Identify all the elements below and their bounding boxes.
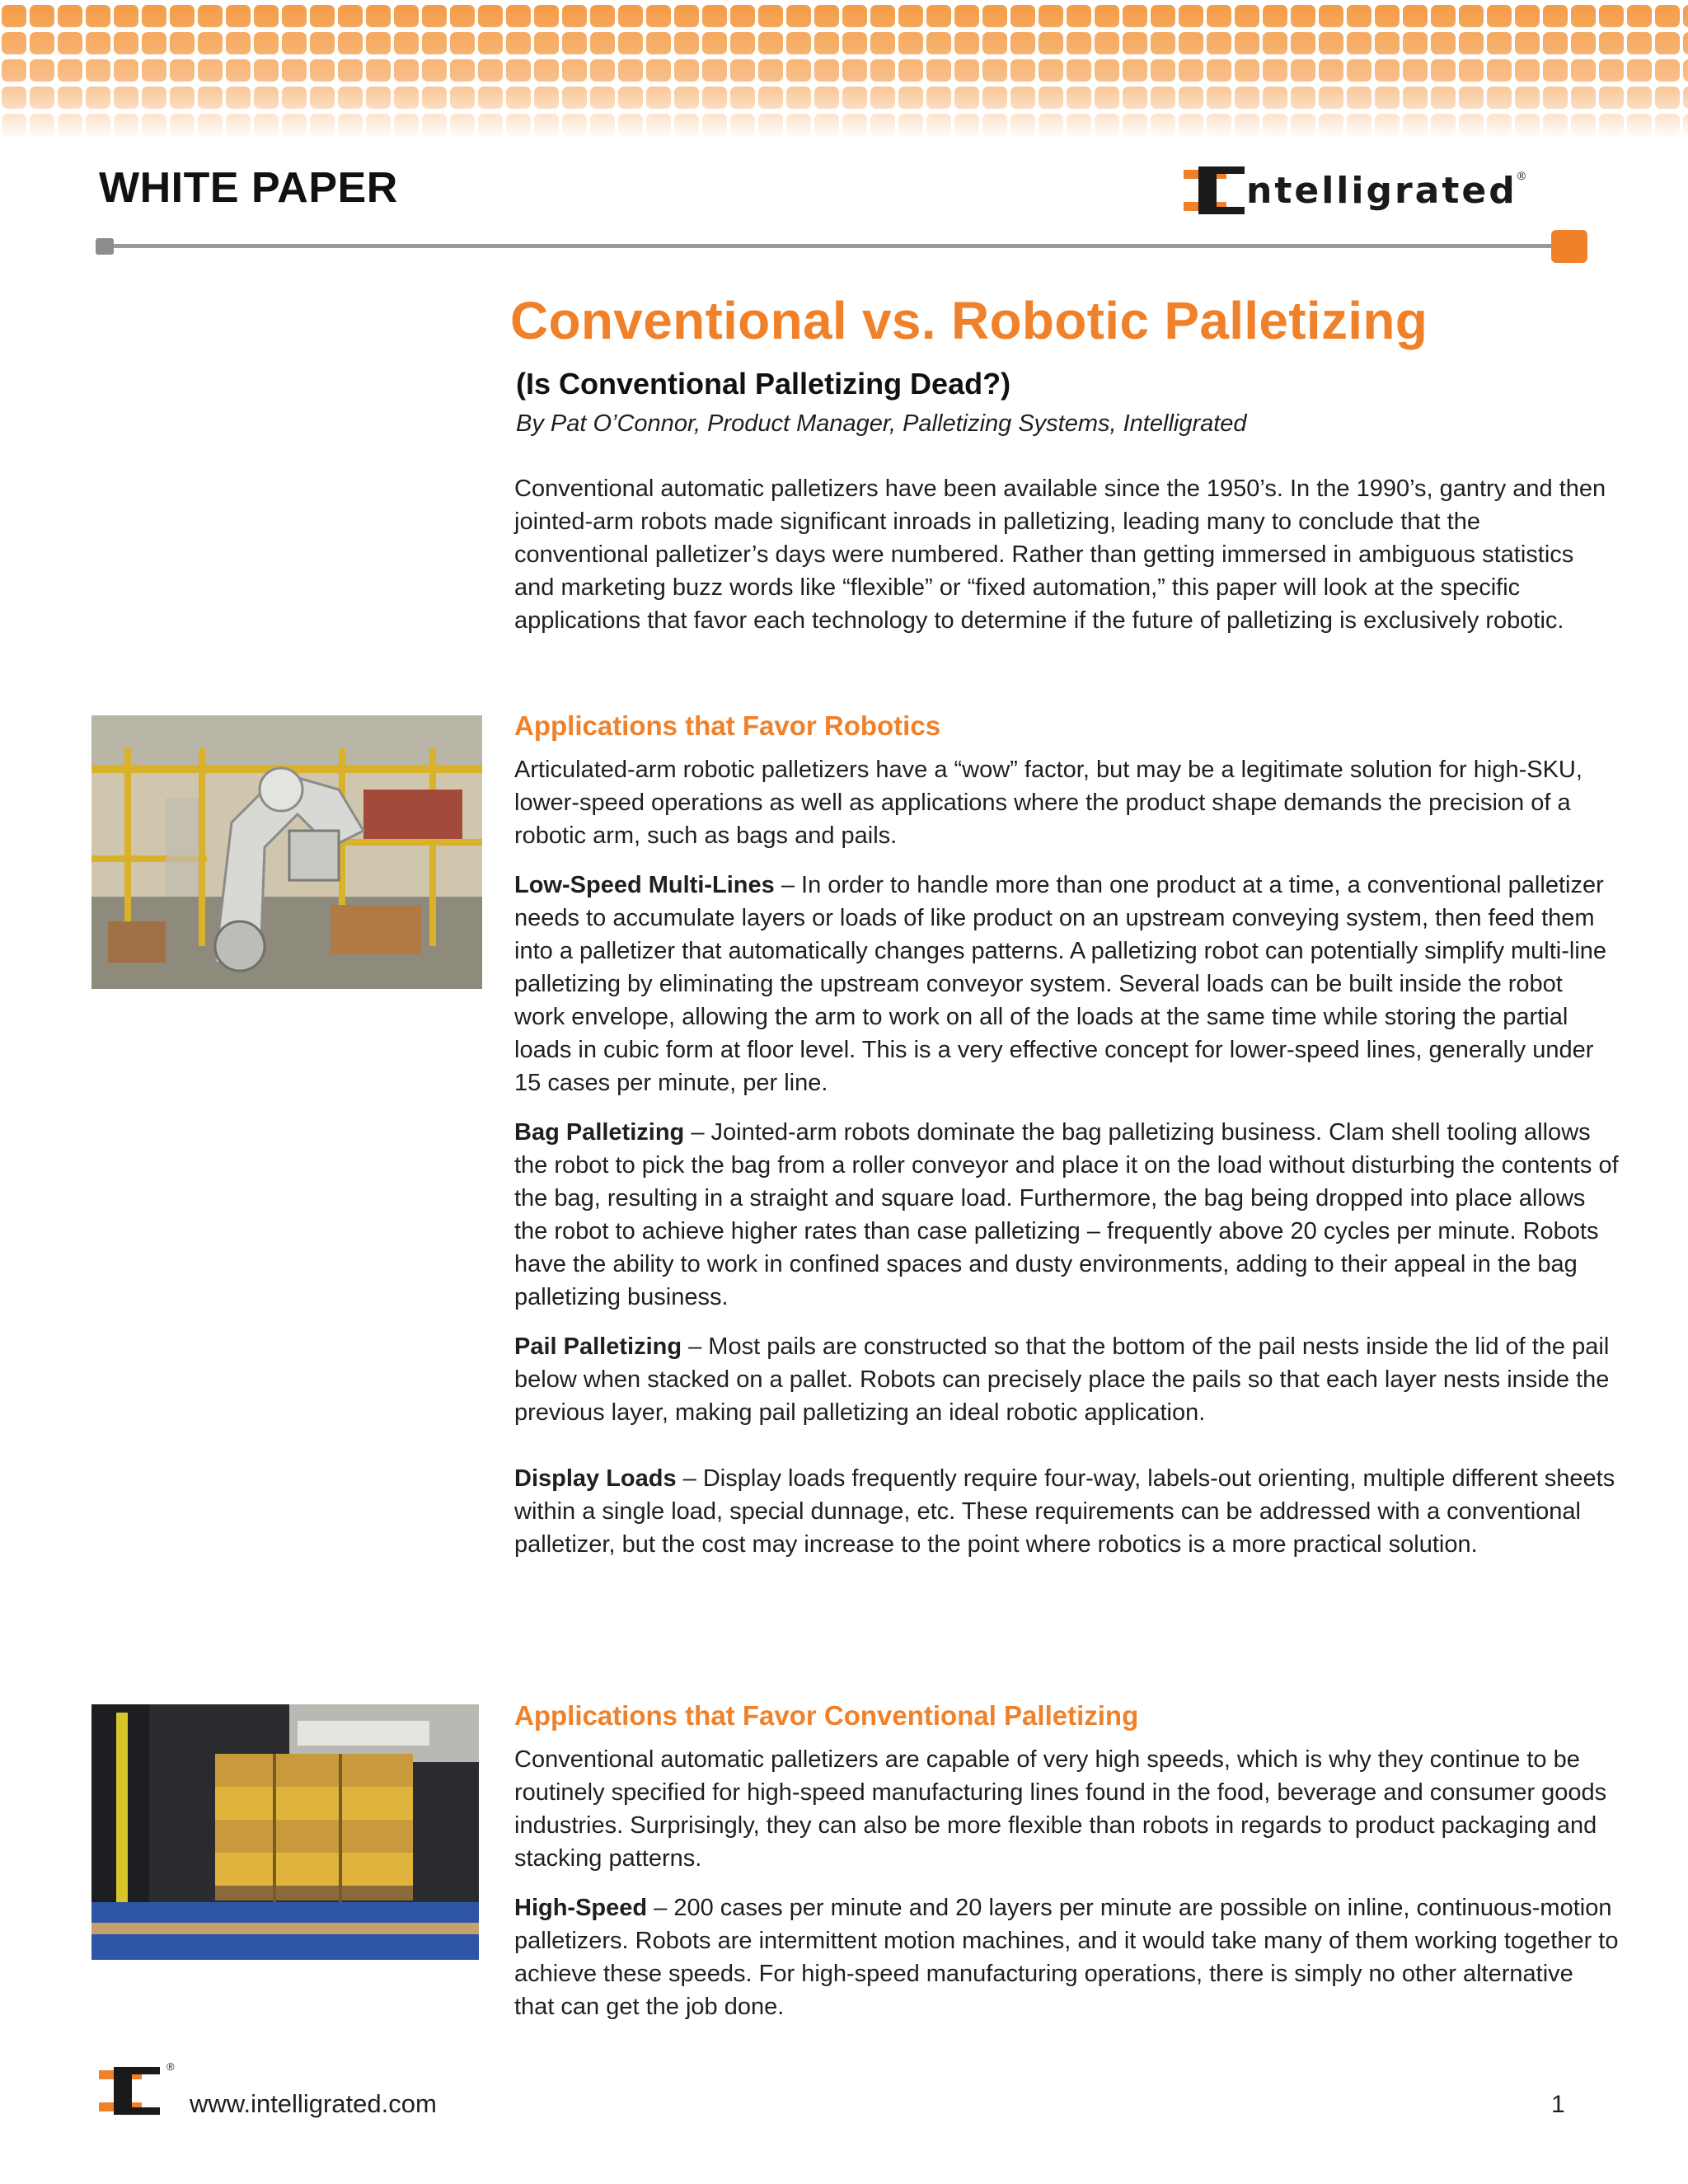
- item-term: Pail Palletizing: [514, 1333, 682, 1360]
- conventional-palletizer-photo: [91, 1704, 479, 1960]
- conventional-lead: Conventional automatic palletizers are capable of very high speeds, which is why they continue to be routinely specified for high-speed manufacturing lines found in the food, beverage and consumer goods industries. Surprisingly, they can also be more flexible than robots in regards to product packaging and stacking patterns.: [514, 1746, 1607, 1872]
- footer-logo: [99, 2060, 175, 2116]
- item-text: – Display loads frequently require four-way, labels-out orienting, multiple different sheets within a single load, special dunnage, etc. These requirements can be addressed with a conventional palletizer, but the cost may increase to the point where robotics is a more practical solution.: [514, 1465, 1615, 1558]
- logo-registered-mark: ®: [1517, 169, 1526, 182]
- tile-pattern: [0, 0, 1688, 140]
- robotic-palletizer-photo: [91, 715, 482, 989]
- robotics-lead: Articulated-arm robotic palletizers have a “wow” factor, but may be a legitimate solution for high-SKU, lower-speed operations as well as applications where the product shape demands the precision of a robotic arm, such as bags and pails.: [514, 757, 1582, 849]
- header-rule-cap-left: [96, 238, 114, 255]
- section-heading-conventional: Applications that Favor Conventional Palletizing: [514, 1700, 1139, 1731]
- header-rule-cap-right: [1551, 230, 1587, 263]
- robotic-palletizer-image: [91, 715, 482, 989]
- intro-paragraph: [514, 472, 1619, 637]
- article-byline: By Pat O’Connor, Product Manager, Palletizing Systems, Intelligrated: [516, 410, 1247, 437]
- footer-logo-registered-mark: ®: [166, 2060, 175, 2073]
- robotics-item-display: [514, 1462, 1619, 1561]
- header-tile-band: [0, 0, 1688, 140]
- robotics-item-pail: [514, 1330, 1619, 1429]
- logo-wordmark: ntelligrated: [1246, 169, 1517, 212]
- item-text: – In order to handle more than one product at a time, a conventional palletizer needs to accumulate layers or loads of like product on an upstream conveying system, then feed them into a palletizer that automatically changes patterns. A palletizing robot can potentially simplify multi-line palletizing by eliminating the upstream conveyor system. Several loads can be built inside the robot work envelope, allowing the arm to work on all of the loads at the same time while storing the partial loads in cubic form at floor level. This is a very effective concept for lower-speed lines, generally under 15 cases per minute, per line.: [514, 872, 1607, 1096]
- article-subtitle: (Is Conventional Palletizing Dead?): [516, 367, 1011, 401]
- item-term: Bag Palletizing: [514, 1119, 685, 1146]
- conventional-section-body: [514, 1743, 1619, 2023]
- article-title: Conventional vs. Robotic Palletizing: [510, 291, 1428, 350]
- section-heading-robotics: Applications that Favor Robotics: [514, 710, 941, 741]
- robotics-item-low-speed: [514, 869, 1619, 1099]
- header-rule: [96, 244, 1587, 248]
- item-text: – Most pails are constructed so that the bottom of the pail nests inside the lid of the pail below when stacked on a pallet. Robots can precisely place the pails so that each layer nests inside the previous layer, making pail palletizing an ideal robotic application.: [514, 1333, 1610, 1426]
- item-term: Low-Speed Multi-Lines: [514, 872, 775, 898]
- page-number: 1: [1551, 2091, 1565, 2118]
- intelligrated-mark-icon: [99, 2065, 163, 2116]
- item-term: High-Speed: [514, 1895, 648, 1921]
- intelligrated-logo: [1180, 165, 1526, 216]
- conventional-item-high-speed: [514, 1891, 1619, 2023]
- footer-website-link[interactable]: www.intelligrated.com: [190, 2089, 437, 2118]
- intro-text: Conventional automatic palletizers have been available since the 1950’s. In the 1990’s, gantry and then jointed-arm robots made significant inroads in palletizing, leading many to conclude that the conventional palletizer’s days were numbered. Rather than getting immersed in ambiguous statistics and marketing buzz words like “flexible” or “fixed automation,” this paper will look at the specific applications that favor each technology to determine if the future of palletizing is exclusively robotic.: [514, 476, 1606, 634]
- item-text: – Jointed-arm robots dominate the bag palletizing business. Clam shell tooling allows the robot to pick the bag from a roller conveyor and place it on the load without disturbing the contents of the bag, resulting in a straight and square load. Furthermore, the bag being dropped into place allows the robot to achieve higher rates than case palletizing – frequently above 20 cycles per minute. Robots have the ability to work in confined spaces and dusty environments, adding to their appeal in the bag palletizing business.: [514, 1119, 1619, 1310]
- item-text: – 200 cases per minute and 20 layers per minute are possible on inline, continuous-motion palletizers. Robots are intermittent motion machines, and it would take many of them working together to achieve these speeds. For high-speed manufacturing operations, there is simply no other alternative that can get the job done.: [514, 1895, 1619, 2020]
- robotics-item-bag: [514, 1116, 1619, 1314]
- intelligrated-mark-icon: [1180, 165, 1245, 216]
- robotics-section-body: [514, 753, 1619, 1561]
- item-term: Display Loads: [514, 1465, 677, 1492]
- conventional-palletizer-image: [91, 1704, 479, 1960]
- document-type-label: WHITE PAPER: [99, 164, 398, 212]
